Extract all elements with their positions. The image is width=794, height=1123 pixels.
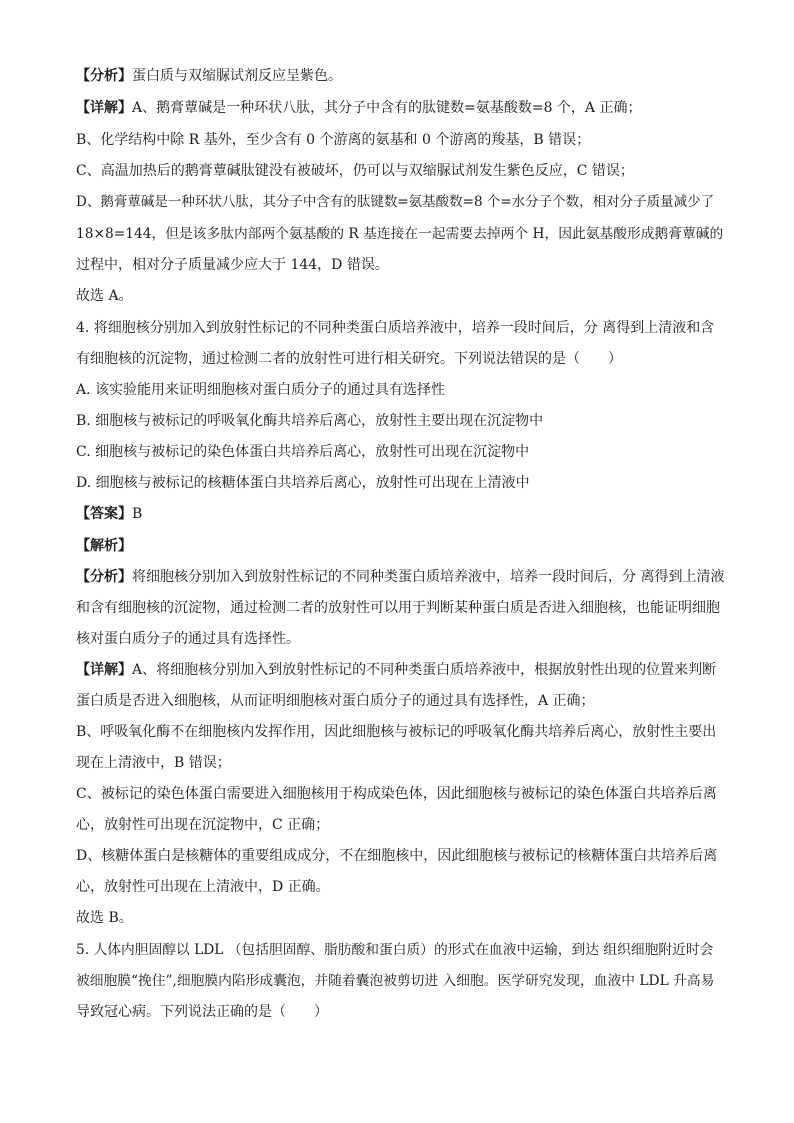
analysis-tag: 【分析】 xyxy=(76,68,132,84)
q3-detail-d-line1: D、鹅膏蕈碱是一种环状八肽，其分子中含有的肽键数=氨基酸数=8 个=水分子个数，相对分子质量减少了 xyxy=(76,194,715,210)
q4-detail-c-line1: C、被标记的染色体蛋白需要进入细胞核用于构成染色体，因此细胞核与被标记的染色体蛋白共培养后离 xyxy=(76,786,717,802)
analysis-tag: 【分析】 xyxy=(76,569,132,585)
q5-stem-line2: 被细胞膜“挽住”,细胞膜内陷形成囊泡，并随着囊泡被剪切进 入细胞。医学研究发现，血液中 LDL 升高易 xyxy=(76,973,715,989)
q5-stem-line1: 5. 人体内胆固醇以 LDL （包括胆固醇、脂肪酸和蛋白质）的形式在血液中运输，到达 组织细胞附近时会 xyxy=(76,942,714,958)
q5-stem-line3: 导致冠心病。下列说法正确的是（ ） xyxy=(76,1004,328,1020)
q4-detail-d-line2: 心，放射性可出现在上清液中，D 正确。 xyxy=(76,879,330,895)
q4-answer xyxy=(76,504,142,524)
q4-detail-b-line1: B、呼吸氧化酶不在细胞核内发挥作用，因此细胞核与被标记的呼吸氧化酶共培养后离心，放射性主要出 xyxy=(76,724,717,740)
detail-tag: 【详解】 xyxy=(76,662,132,678)
answer-value: B xyxy=(132,506,143,522)
analysis-text: 将细胞核分别加入到放射性标记的不同种类蛋白质培养液中，培养一段时间后，分 离得到上清液 xyxy=(132,569,725,585)
detail-text: A、鹅膏蕈碱是一种环状八肽，其分子中含有的肽键数=氨基酸数=8 个，A 正确； xyxy=(132,100,642,116)
q4-analysis-line3: 核对蛋白质分子的通过具有选择性。 xyxy=(76,631,300,647)
q4-analysis-line1 xyxy=(76,567,724,587)
q4-explain-heading xyxy=(76,536,132,556)
q4-stem-line1: 4. 将细胞核分别加入到放射性标记的不同种类蛋白质培养液中，培养一段时间后，分 离得到上清液和含 xyxy=(76,320,715,336)
q4-detail-a-line1 xyxy=(76,660,716,680)
q4-option-a: A. 该实验能用来证明细胞核对蛋白质分子的通过具有选择性 xyxy=(76,382,446,398)
q3-detail-d-line2: 18×8=144，但是该多肽内部两个氨基酸的 R 基连接在一起需要去掉两个 H，因此氨基酸形成鹅膏蕈碱的 xyxy=(76,226,724,242)
detail-text: A、将细胞核分别加入到放射性标记的不同种类蛋白质培养液中，根据放射性出现的位置来判断 xyxy=(132,662,717,678)
q4-detail-a-line2: 蛋白质是否进入细胞核，从而证明细胞核对蛋白质分子的通过具有选择性，A 正确； xyxy=(76,693,595,709)
q3-choice: 故选 A。 xyxy=(76,288,133,304)
q3-detail-d-line3: 过程中，相对分子质量减少应大于 144，D 错误。 xyxy=(76,257,389,273)
q4-analysis-line2: 和含有细胞核的沉淀物，通过检测二者的放射性可以用于判断某种蛋白质是否进入细胞核，也能证明细胞 xyxy=(76,600,720,616)
q3-detail-a xyxy=(76,98,642,118)
q4-option-d: D. 细胞核与被标记的核糖体蛋白共培养后离心，放射性可出现在上清液中 xyxy=(76,475,530,491)
analysis-text: 蛋白质与双缩脲试剂反应呈紫色。 xyxy=(132,68,342,84)
q3-detail-b: B、化学结构中除 R 基外，至少含有 0 个游离的氨基和 0 个游离的羧基，B 错误； xyxy=(76,132,591,148)
q4-detail-d-line1: D、核糖体蛋白是核糖体的重要组成成分，不在细胞核中，因此细胞核与被标记的核糖体蛋白共培养后离 xyxy=(76,848,718,864)
q4-detail-b-line2: 现在上清液中，B 错误； xyxy=(76,755,231,771)
q4-detail-c-line2: 心，放射性可出现在沉淀物中，C 正确； xyxy=(76,817,330,833)
q4-stem-line2: 有细胞核的沉淀物，通过检测二者的放射性可进行相关研究。下列说法错误的是（ ） xyxy=(76,351,622,367)
q4-option-b: B. 细胞核与被标记的呼吸氧化酶共培养后离心，放射性主要出现在沉淀物中 xyxy=(76,413,544,429)
q4-choice: 故选 B。 xyxy=(76,910,133,926)
explain-tag: 【解析】 xyxy=(76,538,132,554)
q4-option-c: C. 细胞核与被标记的染色体蛋白共培养后离心，放射性可出现在沉淀物中 xyxy=(76,444,530,460)
q3-analysis xyxy=(76,66,342,86)
detail-tag: 【详解】 xyxy=(76,100,132,116)
q3-detail-c: C、高温加热后的鹅膏蕈碱肽键没有被破坏，仍可以与双缩脲试剂发生紫色反应，C 错误； xyxy=(76,163,634,179)
answer-tag: 【答案】 xyxy=(76,506,132,522)
